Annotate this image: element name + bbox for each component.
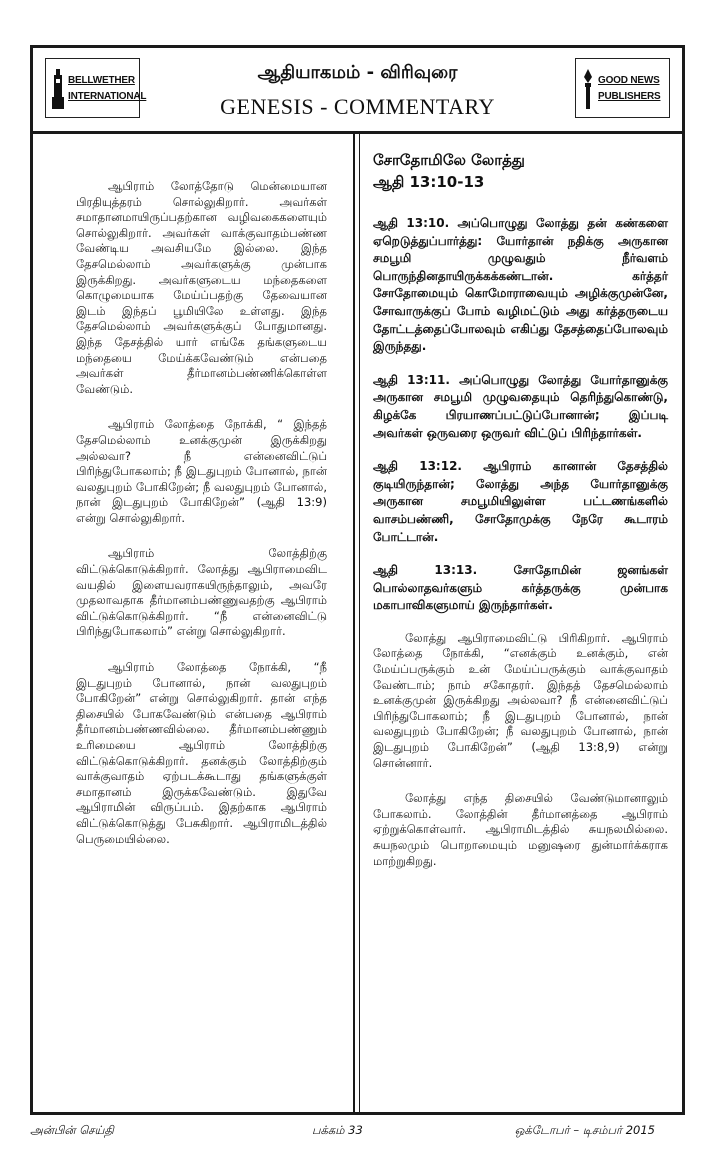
verse-13-11: ஆதி 13:11. அப்பொழுது லோத்து யோர்தானுக்கு அருகான சமபூமி முழுவதையும் தெரிந்துகொண்டு, கிழக்கே பிரயாணப்பட்டுப்போனான்; இப்படி அவர்கள் ஒருவரை ஒருவர் விட்டுப் பிரிந்தார்கள்.: [373, 372, 668, 440]
right-column: [355, 131, 682, 1112]
page-frame: [30, 45, 685, 1115]
footer-magazine-name: அன்பின் செய்தி: [30, 1123, 114, 1137]
section-heading-reference: ஆதி 13:10-13: [373, 173, 485, 191]
right-paragraph-1: லோத்து ஆபிராமைவிட்டு பிரிகிறார். ஆபிராம் லோத்தை நோக்கி, “எனக்கும் உனக்கும், என் மேய்ப்பருக்கும் உன் மேய்ப்பருக்கும் வாக்குவாதம் வேண்டாம்; நாம் சகோதரர். இந்தத் தேசமெல்லாம் உனக்குமுன் இருக்கிறது அல்லவா? நீ என்னைவிட்டுப் பிரிந்துபோகலாம்; நீ இடதுபுறம் போனால், நான் வலதுபுறம் போகிறேன்; நீ வலதுபுறம் போனால், நான் இடதுபுறம் போகிறேன்” (ஆதி 13:8,9) என்று சொன்னார்.: [373, 630, 668, 770]
verse-13-12: ஆதி 13:12. ஆபிராம் கானான் தேசத்தில் குடியிருந்தான்; லோத்து அந்த யோர்தானுக்கு அருகான சமபூமியிலுள்ள பட்டணங்களில் வாசம்பண்ணி, சோதோமுக்கு நேரே கூடாரம் போட்டான்.: [373, 459, 668, 544]
page-header: [33, 48, 682, 134]
verse-13-13: ஆதி 13:13. சோதோமின் ஜனங்கள் பொல்லாதவர்களும் கர்த்தருக்கு முன்பாக மகாபாவிகளுமாய் இருந்தார்கள்.: [373, 563, 668, 613]
left-paragraph-4: ஆபிராம் லோத்தை நோக்கி, “நீ இடதுபுறம் போனால், நான் வலதுபுறம் போகிறேன்” என்று சொல்லுகிறார். தான் எந்த திசையில் போகவேண்டும் என்பதை ஆபிராம் தீர்மானம்பண்ணவில்லை. தீர்மானம்பண்ணும் உரிமையை ஆபிராம் லோத்திற்கு விட்டுக்கொடுக்கிறார். தனக்கும் லோத்திற்கும் வாக்குவாதம் ஏற்படக்கூடாது தங்களுக்குள் சமாதானம் இருக்கவேண்டும். இதுவே ஆபிராமின் விருப்பம். இதற்காக ஆபிராம் விட்டுக்கொடுத்து பேசுகிறார். ஆபிராமிடத்தில் பெருமையில்லை.: [76, 660, 327, 846]
left-column: [33, 131, 355, 1112]
right-paragraph-2: லோத்து எந்த திசையில் வேண்டுமானாலும் போகலாம். லோத்தின் தீர்மானத்தை ஆபிராம் ஏற்றுக்கொள்வார். ஆபிராமிடத்தில் சுயநலமில்லை. சுயநலமும் பொறாமையும் மனுஷரை துன்மார்க்கராக மாற்றுகிறது.: [373, 791, 668, 868]
good-news-logo-line1: GOOD NEWS: [598, 75, 660, 86]
left-paragraph-1: ஆபிராம் லோத்தோடு மென்மையான பிரதியுத்தரம் சொல்லுகிறார். அவர்கள் சமாதானமாயிருப்பதற்கான வழிவகைகளையும் சொல்லுகிறார். அவர்கள் வாக்குவாதம்பண்ண வேண்டிய அவசியமே இல்லை. இந்த தேசமெல்லாம் அவர்களுக்கு முன்பாக இருக்கிறது. அவர்களுடைய மந்தைகளை கொழுமையாக மேய்ப்பதற்கு தேவையான இடம் இந்தப் பூமியிலே உள்ளது. இந்த தேசமெல்லாம் அவர்களுக்குப் போதுமானது. இந்த தேசத்தில் யார் எங்கே தங்களுடைய மந்தையை மேய்க்கவேண்டும் என்பதை அவர்கள் தீர்மானம்பண்ணிக்கொள்ள வேண்டும்.: [76, 179, 327, 396]
footer-page-number: பக்கம் 33: [312, 1123, 363, 1137]
verse-13-10: ஆதி 13:10. அப்பொழுது லோத்து தன் கண்களை ஏறெடுத்துப்பார்த்து: யோர்தான் நதிக்கு அருகான சமபூமி முழுவதும் நீர்வளம் பொருந்தினதாயிருக்கக்கண்டான். கர்த்தர் சோதோமையும் கொமோராவையும் அழிக்குமுன்னே, சோவாருக்குப் போம் வழிமட்டும் அது கர்த்தருடைய தோட்டத்தைப்போலவும் எகிப்து தேசத்தைப்போலவும் இருந்தது.: [373, 216, 668, 354]
page-title-tamil: ஆதியாகமம் - விரிவுரை: [257, 62, 458, 83]
section-heading: [373, 149, 668, 193]
left-paragraph-3: ஆபிராம் லோத்திற்கு விட்டுக்கொடுக்கிறார். லோத்து ஆபிராமைவிட வயதில் இளையவராகயிருந்தாலும், அவரே முதலாவதாக தீர்மானம்பண்ணுவதற்கு ஆபிராம் விட்டுக்கொடுக்கிறார். “நீ என்னைவிட்டு பிரிந்துபோகலாம்” என்று சொல்லுகிறார்.: [76, 546, 327, 639]
bellwether-logo-line2: INTERNATIONAL: [68, 91, 147, 102]
bell-tower-icon: [52, 69, 64, 109]
torch-icon: [582, 69, 594, 109]
left-paragraph-2: ஆபிராம் லோத்தை நோக்கி, “ இந்தத் தேசமெல்லாம் உனக்குமுன் இருக்கிறது அல்லவா? நீ என்னைவிட்டுப் பிரிந்துபோகலாம்; நீ இடதுபுறம் போனால், நான் வலதுபுறம் போகிறேன்; நீ வலதுபுறம் போனால், நான் இடதுபுறம் போகிறேன்” (ஆதி 13:9) என்று சொல்லுகிறார்.: [76, 417, 327, 525]
bellwether-logo-line1: BELLWETHER: [68, 75, 135, 86]
footer-issue-date: ஒக்டோபர் – டிசம்பர் 2015: [514, 1123, 655, 1137]
page-title-english: GENESIS - COMMENTARY: [220, 94, 495, 119]
bellwether-logo: [45, 58, 147, 118]
good-news-logo-line2: PUBLISHERS: [598, 91, 661, 102]
page-footer: [30, 1123, 685, 1143]
section-heading-title: சோதோமிலே லோத்து: [373, 151, 525, 169]
page-body: [33, 131, 682, 1112]
good-news-logo: [575, 58, 670, 118]
